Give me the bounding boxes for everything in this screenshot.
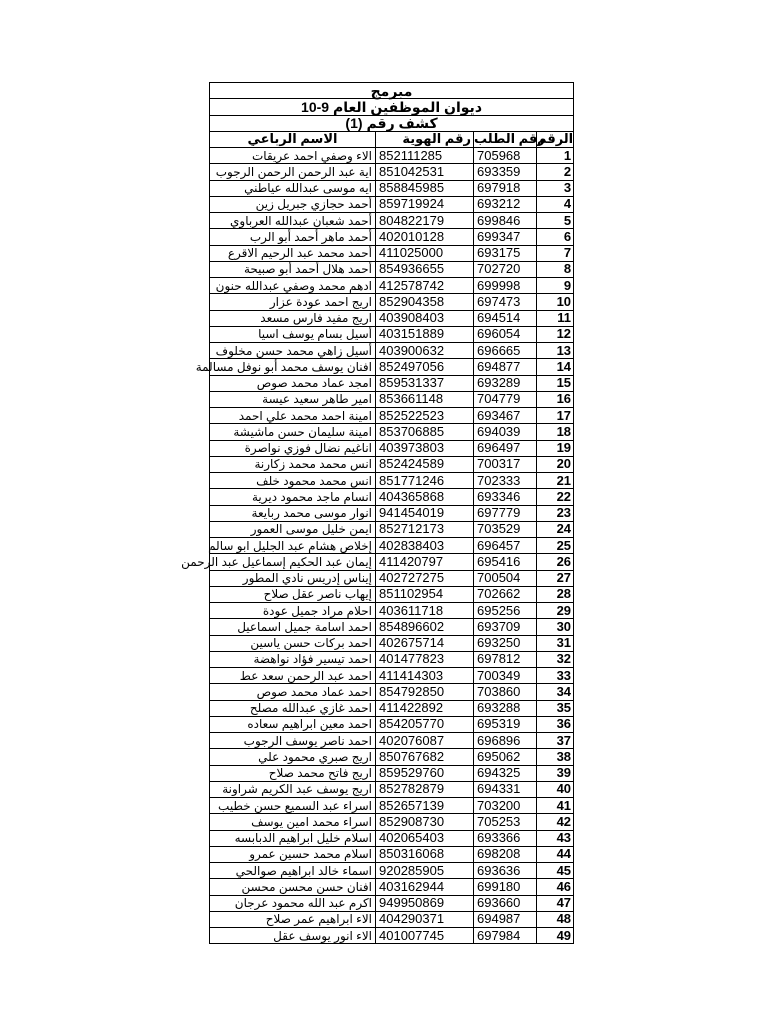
employee-name-cell: اسراء عبد السميع حسن خطيب (210, 798, 376, 814)
id-number-cell: 404290371 (376, 911, 474, 927)
table-row (210, 846, 574, 862)
serial-number-cell: 10 (537, 294, 574, 310)
employee-name-cell: انوار موسى محمد ربايعة (210, 505, 376, 521)
sheet-title-row (210, 83, 574, 99)
request-number-cell: 702333 (474, 473, 537, 489)
serial-number-cell: 11 (537, 310, 574, 326)
table-row (210, 570, 574, 586)
serial-number-cell: 38 (537, 749, 574, 765)
id-number-cell: 854792850 (376, 684, 474, 700)
employee-name-cell: احمد اسامة جميل اسماعيل (210, 619, 376, 635)
id-number-cell: 402727275 (376, 570, 474, 586)
employee-name-cell: ادهم محمد وصفي عبدالله حنون (210, 278, 376, 294)
serial-number-cell: 39 (537, 765, 574, 781)
employee-name-cell: امينة احمد محمد علي احمد (210, 408, 376, 424)
id-number-cell: 859719924 (376, 196, 474, 212)
employee-name-cell: احمد معين ابراهيم سعاده (210, 716, 376, 732)
request-number-cell: 697779 (474, 505, 537, 521)
serial-number-cell: 21 (537, 473, 574, 489)
bureau-title: ديوان الموظفين العام 9-10 (210, 99, 574, 115)
employee-name-cell: اسراء محمد امين يوسف (210, 814, 376, 830)
table-row (210, 700, 574, 716)
table-row (210, 749, 574, 765)
employee-name-cell: امينة سليمان حسن ماشيشة (210, 424, 376, 440)
table-row (210, 164, 574, 180)
serial-number-cell: 26 (537, 554, 574, 570)
employee-name-cell: انس محمد محمود خلف (210, 473, 376, 489)
id-number-cell: 402838403 (376, 538, 474, 554)
employee-name-cell: انسام ماجد محمود ديرية (210, 489, 376, 505)
employee-name-cell: أحمد هلال أحمد أبو صبيحة (210, 261, 376, 277)
request-number-cell: 693467 (474, 408, 537, 424)
serial-number-cell: 7 (537, 245, 574, 261)
serial-number-cell: 31 (537, 635, 574, 651)
employee-name-cell: اريج فاتح محمد صلاح (210, 765, 376, 781)
serial-number-cell: 8 (537, 261, 574, 277)
employee-name-cell: احمد عماد محمد صوص (210, 684, 376, 700)
id-number-cell: 852111285 (376, 148, 474, 164)
table-row (210, 863, 574, 879)
table-row (210, 765, 574, 781)
serial-number-cell: 34 (537, 684, 574, 700)
id-number-cell: 403162944 (376, 879, 474, 895)
request-number-cell: 693660 (474, 895, 537, 911)
id-number-cell: 858845985 (376, 180, 474, 196)
request-number-cell: 694987 (474, 911, 537, 927)
serial-number-cell: 42 (537, 814, 574, 830)
id-number-cell: 854896602 (376, 619, 474, 635)
serial-number-cell: 43 (537, 830, 574, 846)
employee-name-cell: أحمد شعبان عبدالله العرباوي (210, 213, 376, 229)
table-row (210, 716, 574, 732)
table-row (210, 391, 574, 407)
serial-number-cell: 47 (537, 895, 574, 911)
employee-name-cell: اسلام خليل ابراهيم الدبابسه (210, 830, 376, 846)
id-number-cell: 403973803 (376, 440, 474, 456)
id-number-cell: 941454019 (376, 505, 474, 521)
request-number-cell: 697473 (474, 294, 537, 310)
request-number-cell: 694039 (474, 424, 537, 440)
employee-name-cell: أحمد محمد عبد الرحيم الاقرع (210, 245, 376, 261)
table-row (210, 586, 574, 602)
employee-name-cell: أسيل زاهي محمد حسن مخلوف (210, 343, 376, 359)
serial-number-cell: 17 (537, 408, 574, 424)
serial-number-cell: 4 (537, 196, 574, 212)
table-row (210, 684, 574, 700)
id-number-cell: 853661148 (376, 391, 474, 407)
request-number-cell: 693709 (474, 619, 537, 635)
request-number-cell: 696665 (474, 343, 537, 359)
request-number-cell: 694877 (474, 359, 537, 375)
employee-name-cell: اسماء خالد ابراهيم صوالحي (210, 863, 376, 879)
request-number-cell: 697812 (474, 651, 537, 667)
table-row (210, 635, 574, 651)
id-number-cell: 852522523 (376, 408, 474, 424)
id-number-cell: 853706885 (376, 424, 474, 440)
serial-number-cell: 37 (537, 733, 574, 749)
employee-name-cell: احلام مراد جميل عودة (210, 603, 376, 619)
table-row (210, 343, 574, 359)
table-row (210, 830, 574, 846)
request-number-cell: 700317 (474, 456, 537, 472)
id-number-cell: 852908730 (376, 814, 474, 830)
id-number-cell: 852782879 (376, 781, 474, 797)
employee-name-cell: امير طاهر سعيد عيسة (210, 391, 376, 407)
id-number-cell: 859531337 (376, 375, 474, 391)
request-number-cell: 696497 (474, 440, 537, 456)
employee-table (181, 82, 574, 944)
employee-name-cell: ايمن خليل موسى العمور (210, 521, 376, 537)
serial-number-cell: 13 (537, 343, 574, 359)
table-row (210, 603, 574, 619)
employee-name-cell: احمد ناصر يوسف الرجوب (210, 733, 376, 749)
request-number-cell: 696457 (474, 538, 537, 554)
id-number-cell: 403151889 (376, 326, 474, 342)
serial-number-cell: 22 (537, 489, 574, 505)
employee-name-cell: أحمد ماهر أحمد أبو الرب (210, 229, 376, 245)
request-number-cell: 705968 (474, 148, 537, 164)
id-number-cell: 403900632 (376, 343, 474, 359)
id-number-cell: 402076087 (376, 733, 474, 749)
request-number-cell: 693359 (474, 164, 537, 180)
serial-number-cell: 28 (537, 586, 574, 602)
request-number-cell: 699180 (474, 879, 537, 895)
serial-number-cell: 20 (537, 456, 574, 472)
table-row (210, 668, 574, 684)
serial-number-cell: 9 (537, 278, 574, 294)
serial-number-cell: 45 (537, 863, 574, 879)
id-number-cell: 852712173 (376, 521, 474, 537)
id-number-cell: 850316068 (376, 846, 474, 862)
table-row (210, 733, 574, 749)
id-number-cell: 949950869 (376, 895, 474, 911)
request-number-cell: 700349 (474, 668, 537, 684)
serial-number-cell: 6 (537, 229, 574, 245)
table-row (210, 440, 574, 456)
serial-number-cell: 3 (537, 180, 574, 196)
serial-number-cell: 40 (537, 781, 574, 797)
employee-name-cell: اناغيم نضال فوزي نواصرة (210, 440, 376, 456)
sheet-title: مبرمج (210, 83, 574, 99)
id-number-cell: 852904358 (376, 294, 474, 310)
employee-name-cell: احمد غازي عبدالله مصلح (210, 700, 376, 716)
serial-number-cell: 5 (537, 213, 574, 229)
serial-number-cell: 18 (537, 424, 574, 440)
table-row (210, 619, 574, 635)
serial-number-cell: 15 (537, 375, 574, 391)
table-row (210, 326, 574, 342)
serial-number-cell: 16 (537, 391, 574, 407)
request-number-cell: 697984 (474, 928, 537, 944)
request-number-cell: 693250 (474, 635, 537, 651)
column-header-id: رقم الهوية (376, 131, 474, 147)
id-number-cell: 411414303 (376, 668, 474, 684)
table-row (210, 814, 574, 830)
table-row (210, 180, 574, 196)
request-number-cell: 699347 (474, 229, 537, 245)
id-number-cell: 412578742 (376, 278, 474, 294)
request-number-cell: 694514 (474, 310, 537, 326)
serial-number-cell: 30 (537, 619, 574, 635)
serial-number-cell: 2 (537, 164, 574, 180)
serial-number-cell: 27 (537, 570, 574, 586)
employee-name-cell: إيناس إدريس نادي المطور (210, 570, 376, 586)
id-number-cell: 854936655 (376, 261, 474, 277)
table-row (210, 928, 574, 944)
table-row (210, 213, 574, 229)
id-number-cell: 411422892 (376, 700, 474, 716)
employee-name-cell: أسيل بسام يوسف اسيا (210, 326, 376, 342)
request-number-cell: 703200 (474, 798, 537, 814)
employee-name-cell: إيمان عبد الحكيم إسماعيل عبد الرحمن (210, 554, 376, 570)
table-row (210, 278, 574, 294)
list-number: كشف رقم (1) (210, 115, 574, 131)
table-row (210, 424, 574, 440)
id-number-cell: 851042531 (376, 164, 474, 180)
employee-name-cell: اريج يوسف عبد الكريم شراونة (210, 781, 376, 797)
request-number-cell: 697918 (474, 180, 537, 196)
id-number-cell: 401007745 (376, 928, 474, 944)
column-header-row (210, 131, 574, 147)
column-header-request: رقم الطلب (474, 131, 545, 147)
request-number-cell: 695319 (474, 716, 537, 732)
id-number-cell: 852424589 (376, 456, 474, 472)
id-number-cell: 411025000 (376, 245, 474, 261)
employee-name-cell: ايه موسى عبدالله عياطني (210, 180, 376, 196)
employee-name-cell: اكرم عبد الله محمود عرجان (210, 895, 376, 911)
table-row (210, 229, 574, 245)
serial-number-cell: 12 (537, 326, 574, 342)
serial-number-cell: 25 (537, 538, 574, 554)
employee-name-cell: اسلام محمد حسين عمرو (210, 846, 376, 862)
id-number-cell: 851771246 (376, 473, 474, 489)
employee-name-cell: اريج صبري محمود علي (210, 749, 376, 765)
employee-name-cell: اريج مفيد فارس مسعد (210, 310, 376, 326)
request-number-cell: 693288 (474, 700, 537, 716)
table-row (210, 196, 574, 212)
table-row (210, 505, 574, 521)
request-number-cell: 696896 (474, 733, 537, 749)
serial-number-cell: 24 (537, 521, 574, 537)
request-number-cell: 700504 (474, 570, 537, 586)
serial-number-cell: 44 (537, 846, 574, 862)
serial-number-cell: 14 (537, 359, 574, 375)
id-number-cell: 404365868 (376, 489, 474, 505)
serial-number-cell: 48 (537, 911, 574, 927)
employee-name-cell: الاء وصفي احمد عريقات (210, 148, 376, 164)
table-row (210, 456, 574, 472)
table-row (210, 895, 574, 911)
id-number-cell: 401477823 (376, 651, 474, 667)
table-row (210, 408, 574, 424)
employee-name-cell: الاء انور يوسف عقل (210, 928, 376, 944)
request-number-cell: 703529 (474, 521, 537, 537)
request-number-cell: 693346 (474, 489, 537, 505)
serial-number-cell: 23 (537, 505, 574, 521)
request-number-cell: 694325 (474, 765, 537, 781)
table-row (210, 554, 574, 570)
table-row (210, 879, 574, 895)
serial-number-cell: 49 (537, 928, 574, 944)
table-row (210, 310, 574, 326)
request-number-cell: 699998 (474, 278, 537, 294)
table-row (210, 489, 574, 505)
request-number-cell: 705253 (474, 814, 537, 830)
id-number-cell: 850767682 (376, 749, 474, 765)
table-row (210, 245, 574, 261)
table-row (210, 521, 574, 537)
employee-name-cell: اريج احمد عودة عزار (210, 294, 376, 310)
request-number-cell: 702720 (474, 261, 537, 277)
employee-name-cell: الاء ابراهيم عمر صلاح (210, 911, 376, 927)
serial-number-cell: 29 (537, 603, 574, 619)
id-number-cell: 851102954 (376, 586, 474, 602)
request-number-cell: 693289 (474, 375, 537, 391)
id-number-cell: 403611718 (376, 603, 474, 619)
request-number-cell: 695416 (474, 554, 537, 570)
employee-name-cell: افنان يوسف محمد أبو نوفل مسالمة (210, 359, 376, 375)
request-number-cell: 693175 (474, 245, 537, 261)
table-row (210, 798, 574, 814)
list-number-row (210, 115, 574, 131)
request-number-cell: 693212 (474, 196, 537, 212)
request-number-cell: 703860 (474, 684, 537, 700)
id-number-cell: 854205770 (376, 716, 474, 732)
request-number-cell: 693636 (474, 863, 537, 879)
employee-name-cell: احمد عبد الرحمن سعد عط (210, 668, 376, 684)
id-number-cell: 920285905 (376, 863, 474, 879)
id-number-cell: 804822179 (376, 213, 474, 229)
request-number-cell: 695256 (474, 603, 537, 619)
serial-number-cell: 35 (537, 700, 574, 716)
id-number-cell: 402065403 (376, 830, 474, 846)
column-header-name: الاسم الرباعي (210, 131, 376, 147)
employee-name-cell: افنان حسن محسن محسن (210, 879, 376, 895)
request-number-cell: 695062 (474, 749, 537, 765)
id-number-cell: 852497056 (376, 359, 474, 375)
employee-name-cell: اية عبد الرحمن الرحمن الرجوب (210, 164, 376, 180)
employee-list-sheet (181, 82, 574, 944)
serial-number-cell: 46 (537, 879, 574, 895)
table-row (210, 359, 574, 375)
id-number-cell: 402675714 (376, 635, 474, 651)
request-number-cell: 702662 (474, 586, 537, 602)
request-number-cell: 696054 (474, 326, 537, 342)
request-number-cell: 694331 (474, 781, 537, 797)
table-row (210, 148, 574, 164)
bureau-title-row (210, 99, 574, 115)
id-number-cell: 402010128 (376, 229, 474, 245)
serial-number-cell: 1 (537, 148, 574, 164)
id-number-cell: 859529760 (376, 765, 474, 781)
column-header-serial: الرقم (537, 131, 574, 147)
serial-number-cell: 41 (537, 798, 574, 814)
table-row (210, 261, 574, 277)
table-row (210, 538, 574, 554)
table-row (210, 375, 574, 391)
employee-name-cell: امجد عماد محمد صوص (210, 375, 376, 391)
employee-name-cell: انس محمد محمد زكارنة (210, 456, 376, 472)
request-number-cell: 698208 (474, 846, 537, 862)
employee-name-cell: احمد بركات حسن ياسين (210, 635, 376, 651)
id-number-cell: 852657139 (376, 798, 474, 814)
request-number-cell: 693366 (474, 830, 537, 846)
table-row (210, 294, 574, 310)
request-number-cell: 699846 (474, 213, 537, 229)
request-number-cell: 704779 (474, 391, 537, 407)
serial-number-cell: 36 (537, 716, 574, 732)
serial-number-cell: 32 (537, 651, 574, 667)
employee-name-cell: احمد تيسير فؤاد نواهضة (210, 651, 376, 667)
id-number-cell: 403908403 (376, 310, 474, 326)
serial-number-cell: 19 (537, 440, 574, 456)
serial-number-cell: 33 (537, 668, 574, 684)
employee-name-cell: أحمد حجازي جبريل زين (210, 196, 376, 212)
employee-name-cell: إخلاص هشام عبد الجليل ابو سالم (210, 538, 376, 554)
table-row (210, 651, 574, 667)
employee-name-cell: إيهاب ناصر عقل صلاح (210, 586, 376, 602)
table-row (210, 911, 574, 927)
table-row (210, 473, 574, 489)
id-number-cell: 411420797 (376, 554, 474, 570)
table-row (210, 781, 574, 797)
